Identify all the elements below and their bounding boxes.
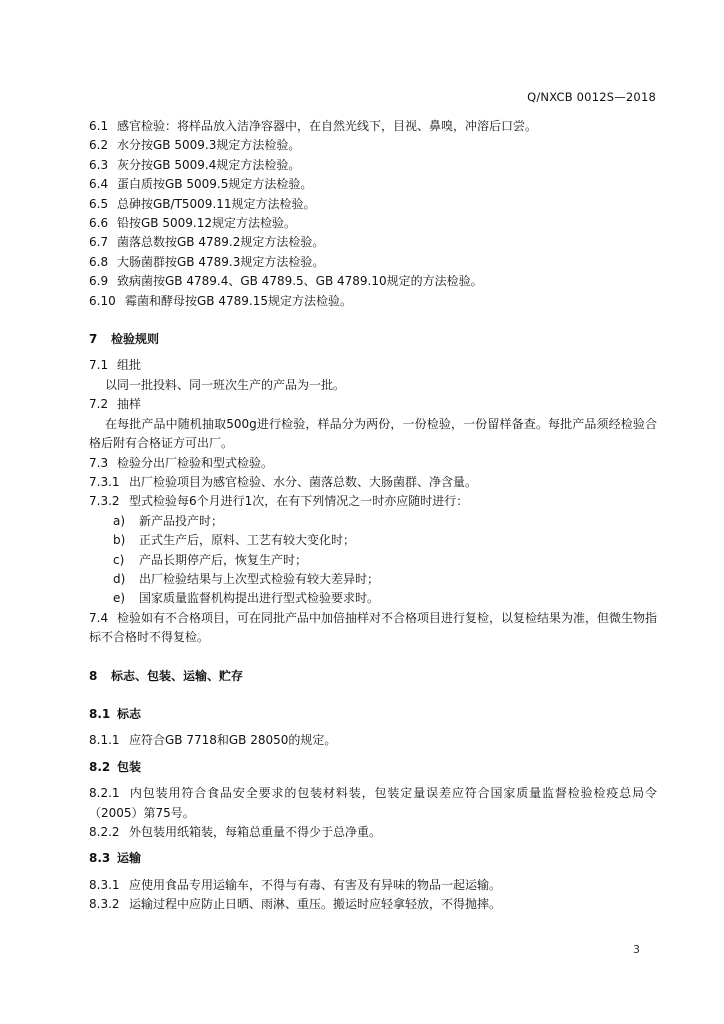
clause-6-5: 6.5 总砷按GB/T5009.11规定方法检验。 — [89, 196, 316, 211]
clause-6-1: 6.1 感官检验：将样品放入洁净容器中，在自然光线下，目视、鼻嗅，冲溶后口尝。 — [89, 119, 538, 133]
list-item: c) 产品长期停产后，恢复生产时； — [113, 552, 308, 567]
clause-8-3-title: 8.3 运输 — [89, 851, 142, 866]
section-6-list — [89, 117, 657, 311]
clause-6-7: 6.7 菌落总数按GB 4789.2规定方法检验。 — [89, 235, 325, 250]
document-code: Q/NXCB 0012S—2018 — [527, 90, 656, 104]
page-number: 3 — [633, 943, 640, 956]
clause-8-3-1: 8.3.1 应使用食品专用运输车，不得与有毒、有害及有异味的物品一起运输。 — [89, 877, 502, 892]
clause-7-2-body: 在每批产品中随机抽取500g进行检验，样品分为两份，一份检验，一份留样备查。每批产品须经检验合格后附有合格证方可出厂。 — [89, 416, 657, 451]
list-item: d) 出厂检验结果与上次型式检验有较大差异时； — [113, 571, 380, 586]
list-item: e) 国家质量监督机构提出进行型式检验要求时。 — [113, 591, 380, 606]
section-8-heading: 8 标志、包装、运输、贮存 — [89, 668, 244, 683]
section-7-heading: 7 检验规则 — [89, 332, 160, 347]
clause-6-8: 6.8 大肠菌群按GB 4789.3规定方法检验。 — [89, 254, 325, 269]
list-item: a) 新产品投产时； — [113, 513, 224, 528]
clause-6-6: 6.6 铅按GB 5009.12规定方法检验。 — [89, 216, 296, 231]
clause-6-2: 6.2 水分按GB 5009.3规定方法检验。 — [89, 138, 301, 153]
clause-7-2-title: 7.2 抽样 — [89, 397, 142, 412]
clause-7-4: 7.4 检验如有不合格项目，可在同批产品中加倍抽样对不合格项目进行复检，以复检结果为准，但微生物指标不合格时不得复检。 — [89, 610, 658, 645]
clause-7-3-1: 7.3.1 出厂检验项目为感官检验、水分、菌落总数、大肠菌群、净含量。 — [89, 474, 478, 489]
clause-8-3-2: 8.3.2 运输过程中应防止日晒、雨淋、重压。搬运时应轻拿轻放，不得抛摔。 — [89, 897, 502, 912]
document-body — [89, 117, 657, 915]
clause-6-4: 6.4 蛋白质按GB 5009.5规定方法检验。 — [89, 177, 313, 192]
clause-8-1-1: 8.1.1 应符合GB 7718和GB 28050的规定。 — [89, 733, 337, 748]
clause-7-3: 7.3 检验分出厂检验和型式检验。 — [89, 455, 274, 470]
clause-8-2-title: 8.2 包装 — [89, 759, 142, 774]
clause-8-2-1: 8.2.1 内包装用符合食品安全要求的包装材料装，包装定量误差应符合国家质量监督检验检疫总局令（2005）第75号。 — [89, 786, 657, 820]
clause-7-1-body: 以同一批投料、同一班次生产的产品为一批。 — [105, 377, 346, 392]
clause-6-10: 6.10 霉菌和酵母按GB 4789.15规定方法检验。 — [89, 293, 352, 308]
clause-8-2-2: 8.2.2 外包装用纸箱装，每箱总重量不得少于总净重。 — [89, 825, 382, 839]
inspection-conditions-list — [89, 512, 657, 609]
clause-8-1-title: 8.1 标志 — [89, 706, 142, 721]
clause-7-1-title: 7.1 组批 — [89, 358, 142, 373]
clause-6-9: 6.9 致病菌按GB 4789.4、GB 4789.5、GB 4789.10规定的方法检验。 — [89, 274, 483, 289]
clause-7-3-2: 7.3.2 型式检验每6个月进行1次，在有下列情况之一时亦应随时进行： — [89, 494, 469, 509]
clause-6-3: 6.3 灰分按GB 5009.4规定方法检验。 — [89, 157, 301, 172]
list-item: b) 正式生产后，原料、工艺有较大变化时； — [113, 533, 356, 548]
